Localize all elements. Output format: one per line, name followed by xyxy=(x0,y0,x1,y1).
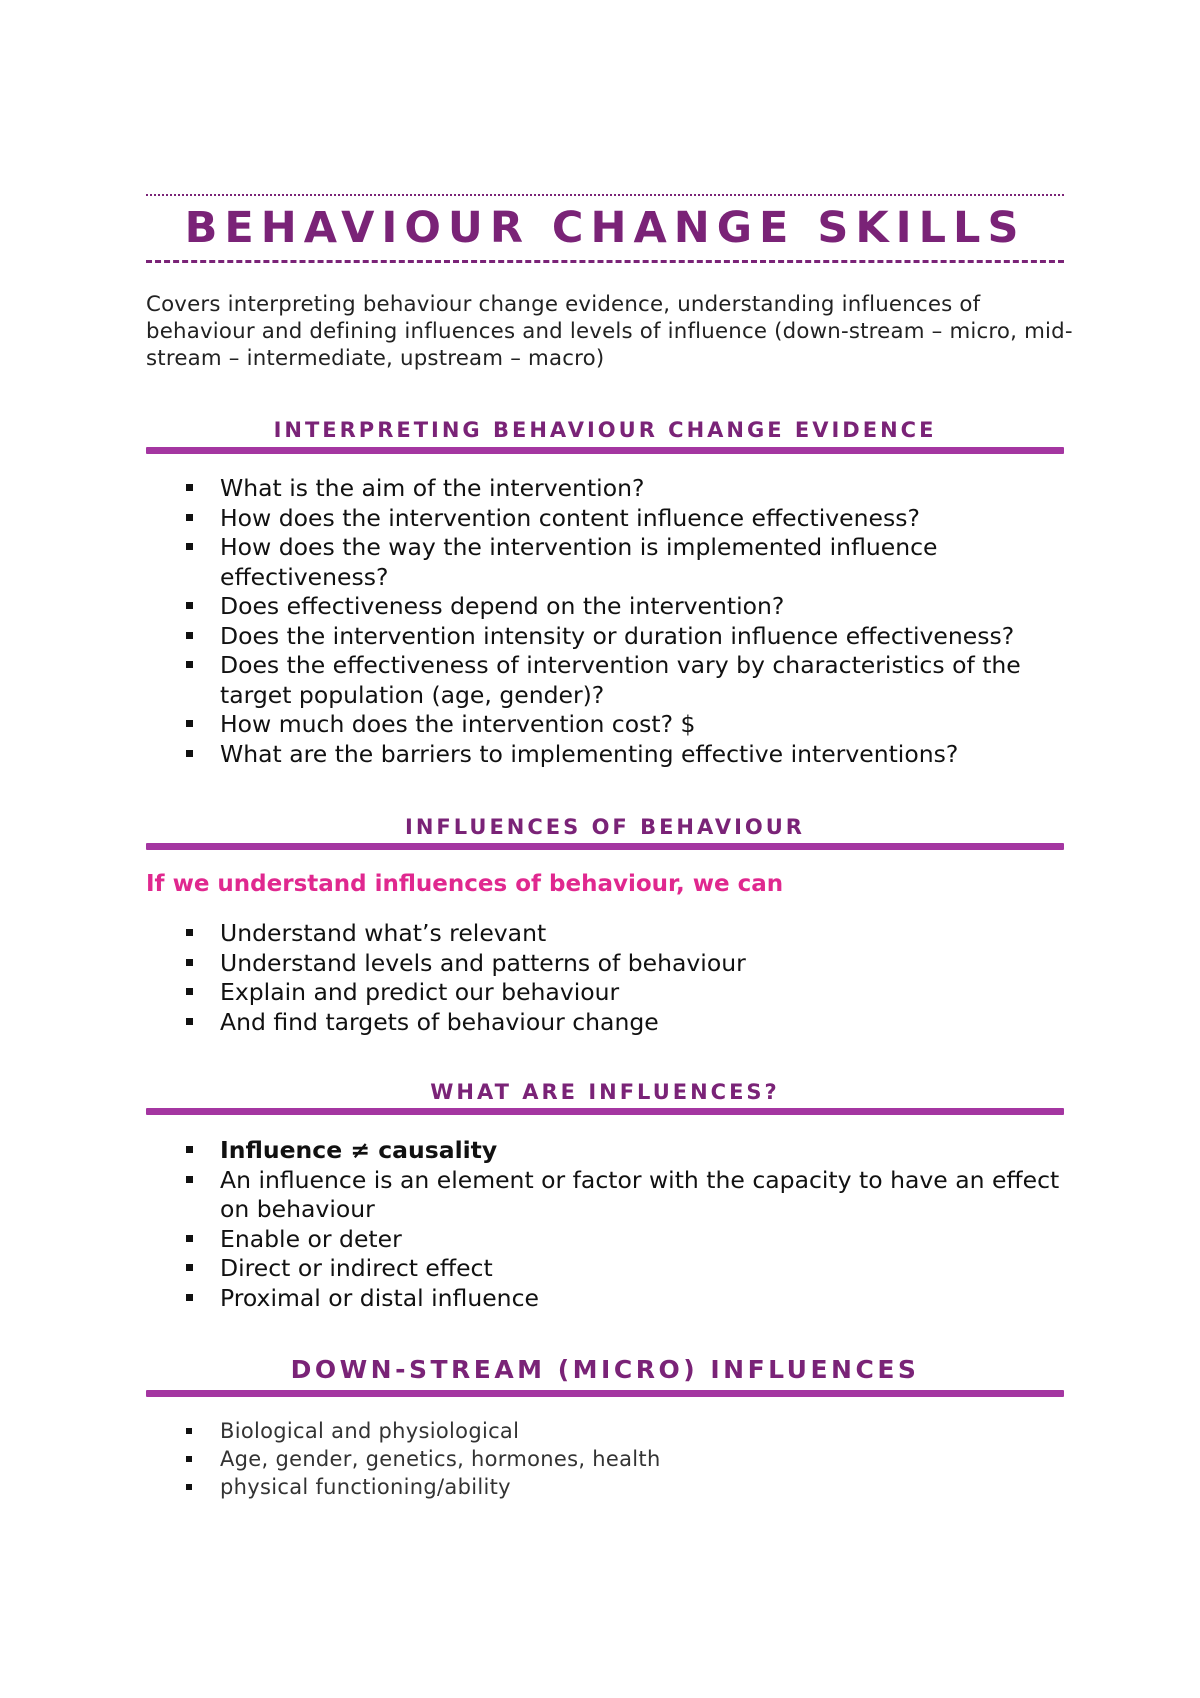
list-item: Proximal or distal influence xyxy=(146,1284,1086,1314)
bullet-icon xyxy=(186,720,193,727)
bullet-list-what-are-influences xyxy=(146,1136,1086,1313)
list-item: Age, gender, genetics, hormones, health xyxy=(146,1445,1086,1473)
lead-statement: If we understand influences of behaviour, we can xyxy=(146,871,784,897)
bullet-icon xyxy=(186,750,193,757)
list-item: Does the intervention intensity or duration influence effectiveness? xyxy=(146,622,1086,652)
section-rule xyxy=(146,447,1064,454)
list-item: How does the way the intervention is implemented influence effectiveness? xyxy=(146,533,1086,592)
bullet-list-downstream-influences xyxy=(146,1417,1086,1501)
intro-paragraph: Covers interpreting behaviour change evidence, understanding influences of behaviour and defining influences and levels of influence (down-stream – micro, mid-stream – intermediate, upstream – macro) xyxy=(146,292,1073,371)
bullet-icon xyxy=(186,1176,193,1183)
list-item: Understand levels and patterns of behaviour xyxy=(146,949,1086,979)
bullet-icon xyxy=(186,543,193,550)
list-item: And find targets of behaviour change xyxy=(146,1008,1086,1038)
bullet-list-interpreting-evidence xyxy=(146,474,1086,769)
bullet-icon xyxy=(186,1456,192,1462)
bullet-icon xyxy=(186,661,193,668)
section-heading-downstream-influences: DOWN-STREAM (MICRO) INFLUENCES xyxy=(290,1355,920,1384)
bullet-icon xyxy=(186,1235,193,1242)
bullet-icon xyxy=(186,988,193,995)
bullet-icon xyxy=(186,929,193,936)
bullet-icon xyxy=(186,484,193,491)
bullet-icon xyxy=(186,514,193,521)
section-rule xyxy=(146,843,1064,850)
bullet-icon xyxy=(186,1484,192,1490)
list-item: Enable or deter xyxy=(146,1225,1086,1255)
bullet-icon xyxy=(186,602,193,609)
bullet-icon xyxy=(186,632,193,639)
list-item: Explain and predict our behaviour xyxy=(146,978,1086,1008)
section-heading-what-are-influences: WHAT ARE INFLUENCES? xyxy=(430,1080,780,1104)
list-item: How does the intervention content influence effectiveness? xyxy=(146,504,1086,534)
title-block xyxy=(146,194,1064,263)
list-item: Does the effectiveness of intervention vary by characteristics of the target population (age, gender)? xyxy=(146,651,1086,710)
list-item: Direct or indirect effect xyxy=(146,1254,1086,1284)
bullet-icon xyxy=(186,1146,193,1153)
bullet-icon xyxy=(186,1018,193,1025)
list-item: How much does the intervention cost? $ xyxy=(146,710,1086,740)
title-top-rule xyxy=(146,194,1064,196)
list-item: What is the aim of the intervention? xyxy=(146,474,1086,504)
document-title: BEHAVIOUR CHANGE SKILLS xyxy=(184,203,1026,253)
section-rule xyxy=(146,1108,1064,1115)
title-bottom-rule xyxy=(146,260,1064,263)
bullet-icon xyxy=(186,1264,193,1271)
section-heading-influences-of-behaviour: INFLUENCES OF BEHAVIOUR xyxy=(405,815,805,839)
bullet-icon xyxy=(186,1294,193,1301)
list-item: Does effectiveness depend on the intervention? xyxy=(146,592,1086,622)
list-item: What are the barriers to implementing effective interventions? xyxy=(146,740,1086,770)
bullet-icon xyxy=(186,1428,192,1434)
list-item: physical functioning/ability xyxy=(146,1473,1086,1501)
list-item: Biological and physiological xyxy=(146,1417,1086,1445)
bullet-list-influences-of-behaviour xyxy=(146,919,1086,1037)
section-heading-interpreting-evidence: INTERPRETING BEHAVIOUR CHANGE EVIDENCE xyxy=(273,418,937,442)
list-item: An influence is an element or factor with the capacity to have an effect on behaviour xyxy=(146,1166,1086,1225)
section-rule xyxy=(146,1390,1064,1397)
list-item: Influence ≠ causality xyxy=(146,1136,1086,1166)
list-item: Understand what’s relevant xyxy=(146,919,1086,949)
bullet-icon xyxy=(186,959,193,966)
